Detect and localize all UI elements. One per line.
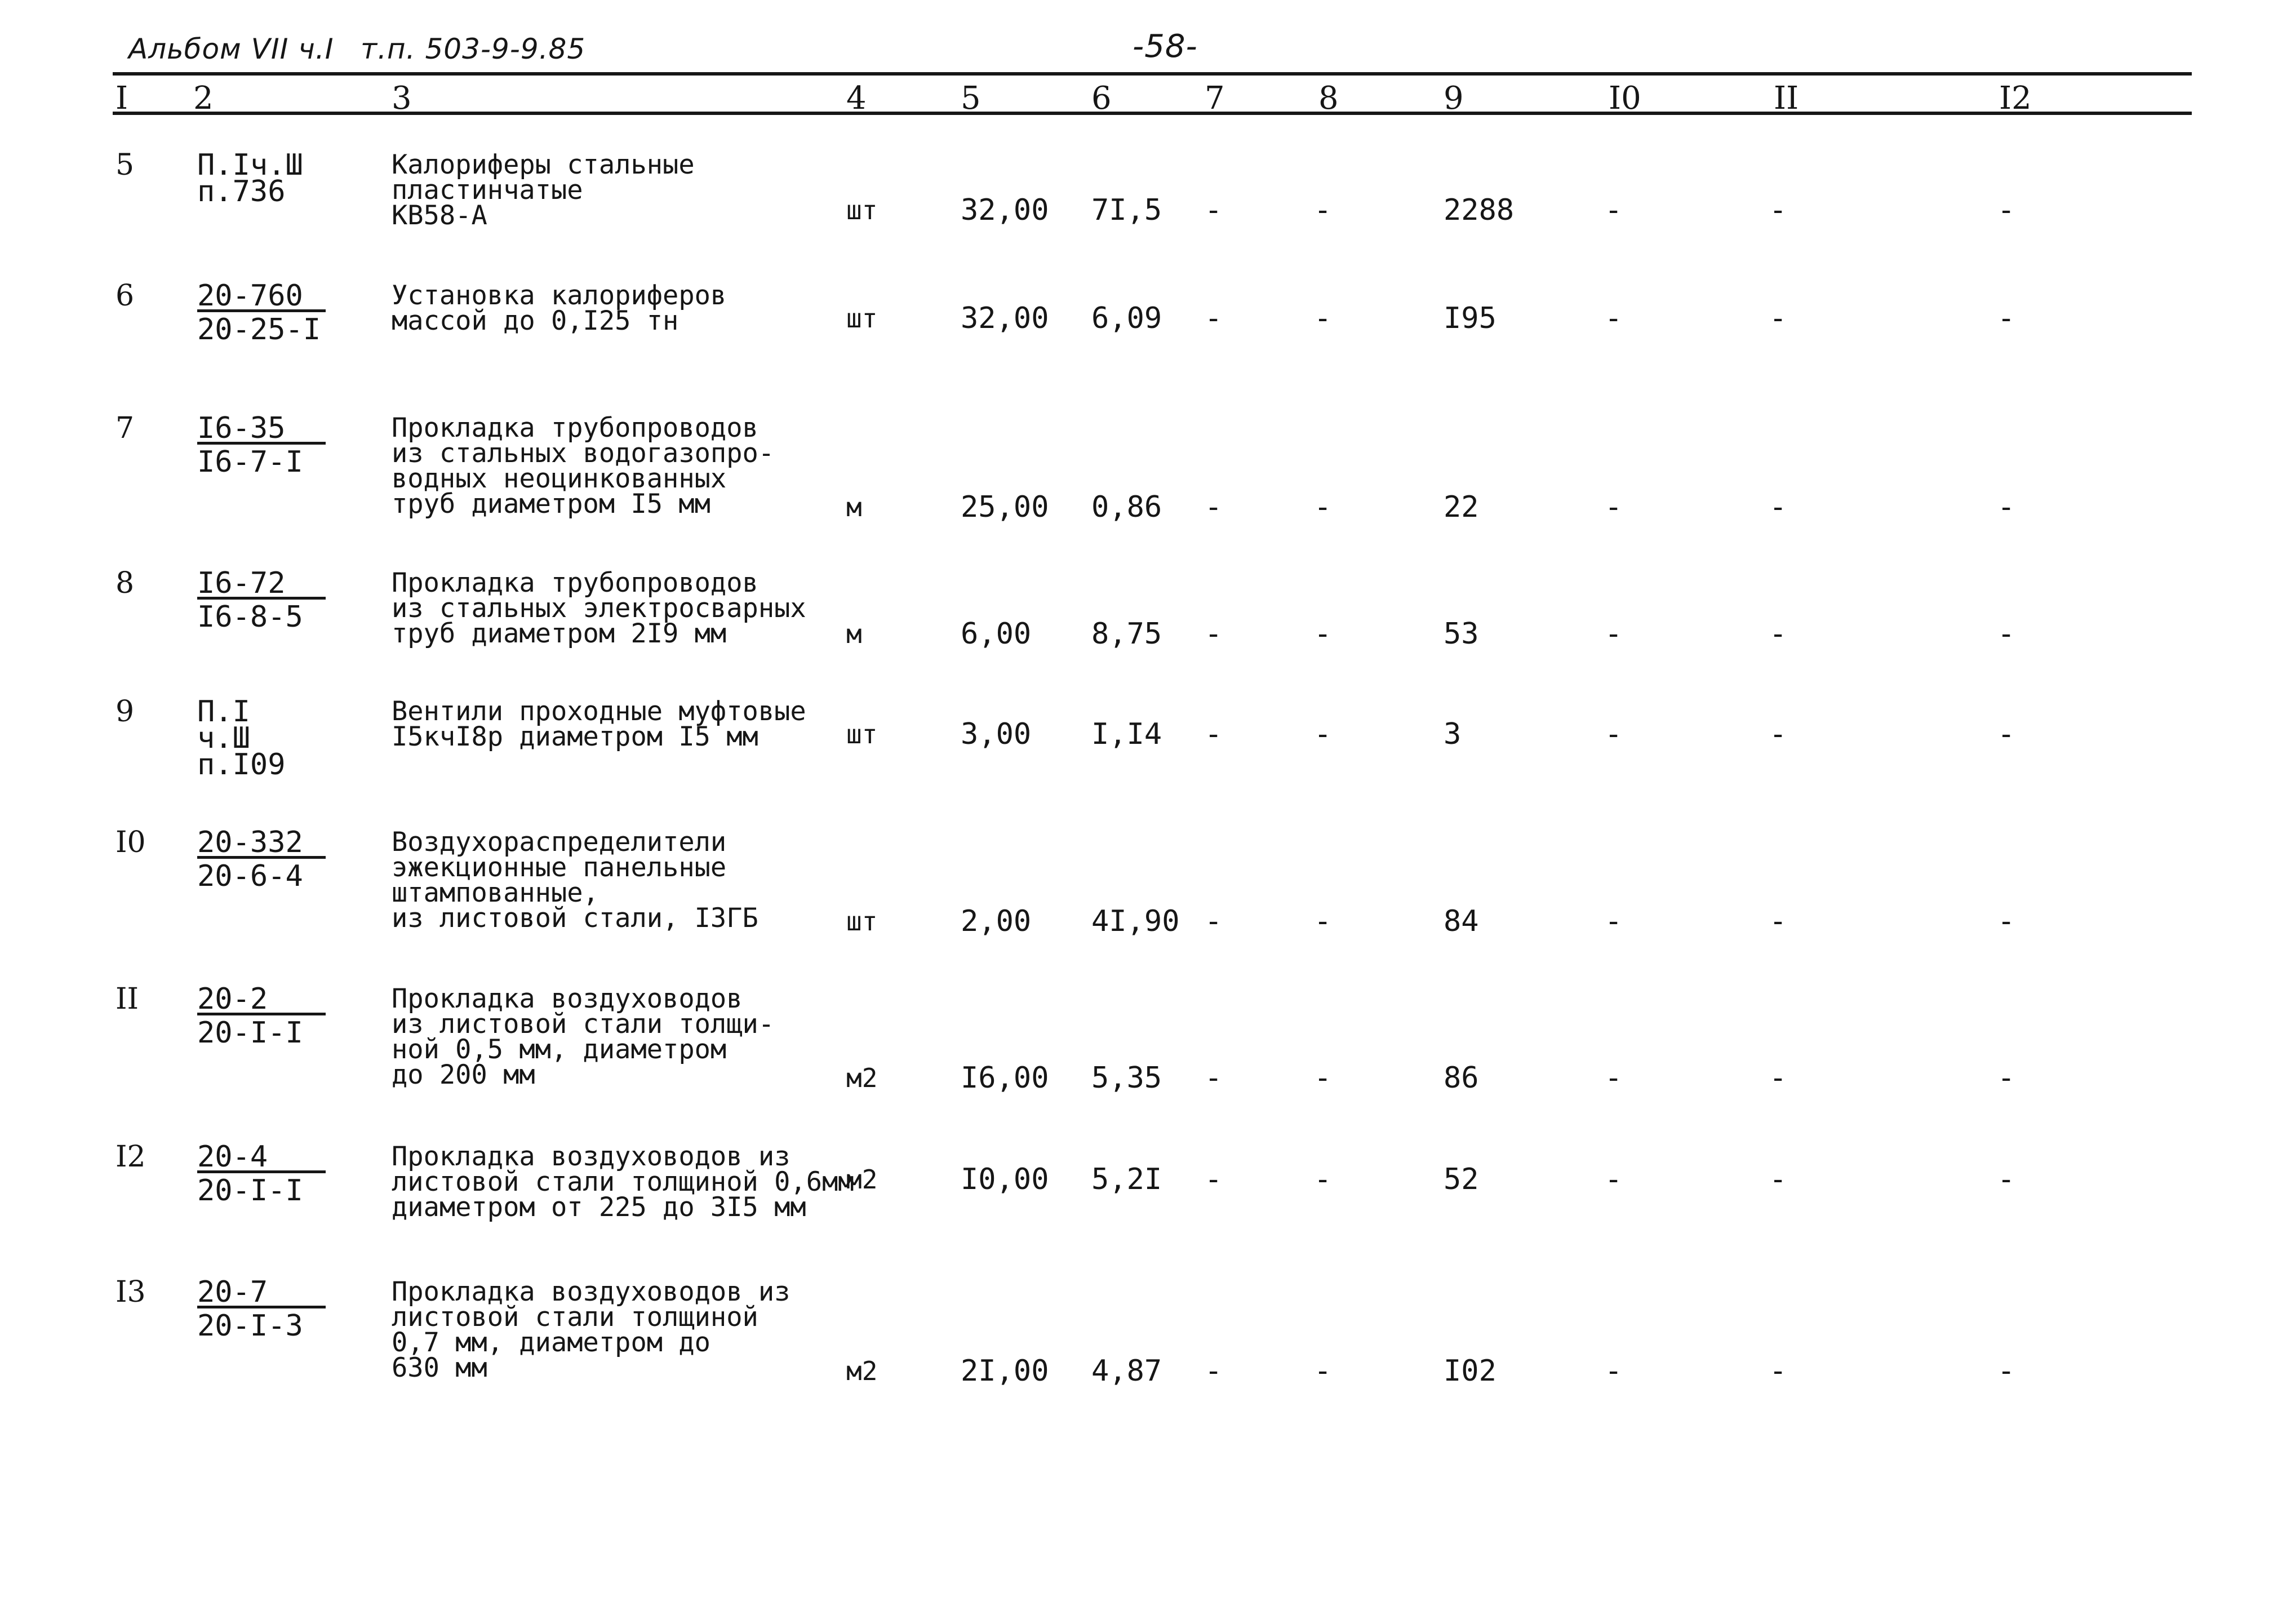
description-line: из листовой стали, I3ГБ: [392, 903, 758, 934]
norm-code: [197, 411, 326, 479]
description-line: Прокладка воздуховодов: [392, 983, 743, 1014]
col6-cell: 0,86: [1091, 490, 1162, 524]
column-header-5: 5: [961, 80, 981, 117]
norm-code-line: п.736: [197, 175, 286, 209]
col12-cell: -: [1997, 193, 2015, 227]
col12-cell: -: [1997, 301, 2015, 335]
col5-cell: 25,00: [961, 490, 1049, 524]
description-line: пластинчатые: [392, 175, 583, 206]
column-header-2: 2: [193, 80, 214, 117]
norm-code-numerator: I6-72: [197, 570, 326, 600]
col12-cell: -: [1997, 1354, 2015, 1388]
description-line: Прокладка трубопроводов: [392, 412, 758, 443]
col5-cell: I6,00: [961, 1061, 1049, 1095]
column-header-9: 9: [1444, 80, 1464, 117]
col7-cell: -: [1205, 490, 1223, 524]
col9-cell: 52: [1444, 1163, 1479, 1196]
row-number: I3: [116, 1275, 146, 1309]
col9-cell: 22: [1444, 490, 1479, 524]
description-line: 0,7 мм, диаметром до: [392, 1327, 710, 1358]
description-line: Воздухораспределители: [392, 827, 727, 858]
col6-cell: 4,87: [1091, 1354, 1162, 1388]
row-number: I0: [116, 826, 146, 859]
norm-code-line: П.Iч.Ш: [197, 148, 303, 182]
unit-cell: м2: [846, 1356, 878, 1386]
norm-code: [197, 279, 326, 347]
col6-cell: 6,09: [1091, 301, 1162, 335]
col8-cell: -: [1314, 1061, 1332, 1095]
col11-cell: -: [1769, 617, 1787, 651]
description-line: труб диаметром I5 мм: [392, 489, 710, 520]
norm-code: [197, 1275, 326, 1343]
col8-cell: -: [1314, 193, 1332, 227]
col12-cell: -: [1997, 717, 2015, 751]
description-line: Прокладка трубопроводов: [392, 567, 758, 598]
album-label: Альбом VII ч.I: [128, 33, 334, 65]
description-line: Прокладка воздуховодов из: [392, 1276, 791, 1307]
col10-cell: -: [1605, 1354, 1623, 1388]
column-header-4: 4: [846, 80, 867, 117]
norm-code-denominator: 20-6-4: [197, 859, 303, 893]
norm-code: [197, 826, 326, 893]
norm-code-numerator: 20-7: [197, 1279, 326, 1308]
column-header-3: 3: [392, 80, 412, 117]
description-line: листовой стали толщиной 0,6мм: [392, 1166, 854, 1197]
norm-code-denominator: I6-8-5: [197, 600, 303, 634]
col7-cell: -: [1205, 717, 1223, 751]
column-header-11: II: [1774, 80, 1799, 117]
norm-code-denominator: 20-I-3: [197, 1309, 303, 1343]
norm-code-numerator: 20-2: [197, 986, 326, 1015]
description-line: КВ58-А: [392, 200, 487, 231]
description-line: I5кчI8р диаметром I5 мм: [392, 721, 758, 752]
description-line: штампованные,: [392, 877, 599, 908]
row-number: 7: [116, 411, 135, 445]
description-line: 630 мм: [392, 1352, 487, 1383]
col6-cell: I,I4: [1091, 717, 1162, 751]
col10-cell: -: [1605, 717, 1623, 751]
col11-cell: -: [1769, 1354, 1787, 1388]
col12-cell: -: [1997, 1061, 2015, 1095]
col9-cell: 84: [1444, 904, 1479, 938]
col11-cell: -: [1769, 301, 1787, 335]
work-description: [392, 149, 695, 231]
col12-cell: -: [1997, 1163, 2015, 1196]
col5-cell: 3,00: [961, 717, 1032, 751]
column-header-6: 6: [1091, 80, 1112, 117]
col8-cell: -: [1314, 617, 1332, 651]
description-line: из листовой стали толщи-: [392, 1009, 775, 1040]
col11-cell: -: [1769, 490, 1787, 524]
norm-code: [197, 566, 326, 634]
col11-cell: -: [1769, 1061, 1787, 1095]
norm-code: [197, 1140, 326, 1208]
norm-code-denominator: 20-25-I: [197, 313, 321, 347]
work-description: [392, 827, 758, 934]
project-label: т.п. 503-9-9.85: [361, 33, 586, 65]
work-description: [392, 1141, 854, 1223]
norm-code: [197, 148, 303, 209]
col6-cell: 5,2I: [1091, 1163, 1162, 1196]
unit-cell: м: [846, 619, 862, 649]
column-header-12: I2: [1999, 80, 2032, 117]
description-line: труб диаметром 2I9 мм: [392, 618, 727, 649]
col8-cell: -: [1314, 490, 1332, 524]
col11-cell: -: [1769, 904, 1787, 938]
col7-cell: -: [1205, 1163, 1223, 1196]
col6-cell: 4I,90: [1091, 904, 1180, 938]
description-line: ной 0,5 мм, диаметром: [392, 1034, 727, 1065]
unit-cell: шт: [846, 195, 878, 225]
norm-code-line: П.I: [197, 695, 250, 729]
header-top-rule: [113, 72, 2192, 76]
norm-code-line: ч.Ш: [197, 721, 250, 755]
col6-cell: 7I,5: [1091, 193, 1162, 227]
col9-cell: 86: [1444, 1061, 1479, 1095]
description-line: листовой стали толщиной: [392, 1302, 758, 1333]
row-number: 6: [116, 279, 135, 313]
work-description: [392, 567, 806, 649]
unit-cell: шт: [846, 719, 878, 749]
description-line: массой до 0,I25 тн: [392, 305, 679, 336]
description-line: из стальных электросварных: [392, 593, 806, 624]
norm-code-denominator: I6-7-I: [197, 445, 303, 479]
norm-code-numerator: 20-332: [197, 829, 326, 859]
col10-cell: -: [1605, 617, 1623, 651]
row-number: 8: [116, 566, 135, 600]
norm-code: [197, 982, 326, 1050]
col8-cell: -: [1314, 717, 1332, 751]
norm-code: [197, 695, 286, 782]
row-number: 9: [116, 695, 135, 729]
col7-cell: -: [1205, 193, 1223, 227]
col11-cell: -: [1769, 193, 1787, 227]
col7-cell: -: [1205, 617, 1223, 651]
unit-cell: шт: [846, 303, 878, 334]
work-description: [392, 1276, 791, 1383]
description-line: водных неоцинкованных: [392, 463, 727, 494]
col12-cell: -: [1997, 490, 2015, 524]
col5-cell: 32,00: [961, 193, 1049, 227]
col7-cell: -: [1205, 904, 1223, 938]
header-bottom-rule: [113, 112, 2192, 115]
col11-cell: -: [1769, 1163, 1787, 1196]
col8-cell: -: [1314, 904, 1332, 938]
page-number: -58-: [1133, 28, 1198, 65]
col9-cell: I02: [1444, 1354, 1496, 1388]
col10-cell: -: [1605, 1163, 1623, 1196]
description-line: Вентили проходные муфтовые: [392, 696, 806, 727]
description-line: Прокладка воздуховодов из: [392, 1141, 791, 1172]
row-number: II: [116, 982, 139, 1016]
col9-cell: I95: [1444, 301, 1496, 335]
col7-cell: -: [1205, 1354, 1223, 1388]
description-line: эжекционные панельные: [392, 852, 727, 883]
col11-cell: -: [1769, 717, 1787, 751]
col12-cell: -: [1997, 617, 2015, 651]
col12-cell: -: [1997, 904, 2015, 938]
work-description: [392, 412, 775, 520]
col7-cell: -: [1205, 1061, 1223, 1095]
col5-cell: 6,00: [961, 617, 1032, 651]
norm-code-numerator: I6-35: [197, 415, 326, 445]
col5-cell: 32,00: [961, 301, 1049, 335]
norm-code-numerator: 20-760: [197, 283, 326, 312]
col10-cell: -: [1605, 1061, 1623, 1095]
norm-code-denominator: 20-I-I: [197, 1016, 303, 1050]
column-header-8: 8: [1318, 80, 1339, 117]
col8-cell: -: [1314, 1354, 1332, 1388]
col6-cell: 5,35: [1091, 1061, 1162, 1095]
norm-code-denominator: 20-I-I: [197, 1174, 303, 1208]
work-description: [392, 280, 727, 336]
col10-cell: -: [1605, 904, 1623, 938]
col10-cell: -: [1605, 301, 1623, 335]
col10-cell: -: [1605, 490, 1623, 524]
column-header-1: I: [116, 80, 128, 117]
work-description: [392, 696, 806, 752]
col5-cell: I0,00: [961, 1163, 1049, 1196]
norm-code-line: п.I09: [197, 748, 286, 782]
col6-cell: 8,75: [1091, 617, 1162, 651]
col9-cell: 53: [1444, 617, 1479, 651]
description-line: Установка калориферов: [392, 280, 727, 311]
row-number: I2: [116, 1140, 146, 1174]
column-header-7: 7: [1205, 80, 1225, 117]
description-line: из стальных водогазопро-: [392, 438, 775, 469]
col9-cell: 2288: [1444, 193, 1515, 227]
col5-cell: 2I,00: [961, 1354, 1049, 1388]
norm-code-numerator: 20-4: [197, 1144, 326, 1173]
column-header-10: I0: [1609, 80, 1641, 117]
description-line: до 200 мм: [392, 1059, 535, 1090]
col8-cell: -: [1314, 1163, 1332, 1196]
unit-cell: м2: [846, 1164, 878, 1195]
col9-cell: 3: [1444, 717, 1462, 751]
description-line: диаметром от 225 до 3I5 мм: [392, 1192, 806, 1223]
unit-cell: шт: [846, 906, 878, 937]
unit-cell: м: [846, 492, 862, 522]
work-description: [392, 983, 775, 1090]
col10-cell: -: [1605, 193, 1623, 227]
unit-cell: м2: [846, 1063, 878, 1093]
col8-cell: -: [1314, 301, 1332, 335]
row-number: 5: [116, 148, 135, 182]
col5-cell: 2,00: [961, 904, 1032, 938]
description-line: Калориферы стальные: [392, 149, 695, 180]
col7-cell: -: [1205, 301, 1223, 335]
